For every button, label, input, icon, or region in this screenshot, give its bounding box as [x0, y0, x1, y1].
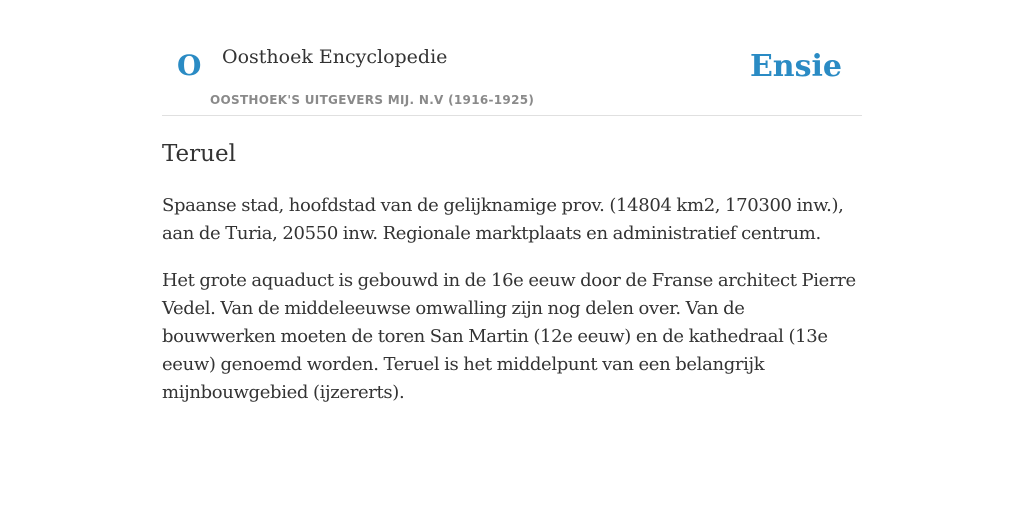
header: [162, 0, 862, 116]
entry-paragraph: Het grote aquaduct is gebouwd in de 16e eeuw door de Franse architect Pierre Vedel. Van de middeleeuwse omwalling zijn nog delen over. Van de bouwwerken moeten de toren San Martin (12e eeuw) en de kathedraal (13e eeuw) genoemd worden. Teruel is het middelpunt van een belangrijk mijnbouwgebied (ijzererts).: [162, 269, 856, 403]
entry-paragraph: Spaanse stad, hoofdstad van de gelijknamige prov. (14804 km2, 170300 inw.), aan de Turia, 20550 inw. Regionale marktplaats en administratief centrum.: [162, 194, 844, 244]
entry-title: Teruel: [162, 141, 236, 167]
ensie-logo-link[interactable]: Ensie: [749, 49, 842, 84]
publisher-label: OOSTHOEK'S UITGEVERS MIJ. N.V (1916-1925): [210, 93, 535, 107]
book-logo-icon[interactable]: O: [177, 49, 202, 82]
book-title-link[interactable]: Oosthoek Encyclopedie: [222, 46, 448, 68]
page: [162, 0, 862, 426]
entry-body: [162, 192, 862, 407]
